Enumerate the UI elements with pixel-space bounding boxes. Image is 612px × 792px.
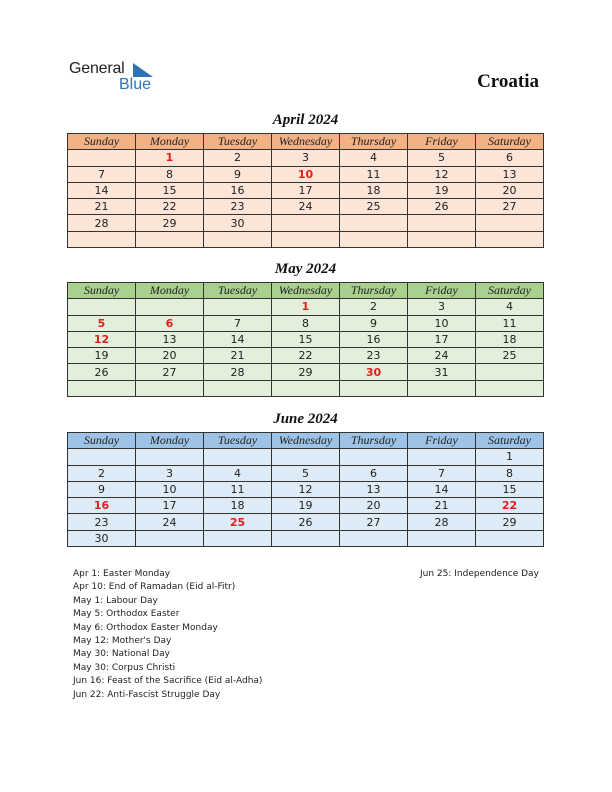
day-cell: 7 [204,315,272,331]
day-cell: 26 [272,514,340,530]
weekday-header: Tuesday [204,134,272,150]
logo-word-blue: Blue [119,76,152,93]
day-cell: 1 [272,299,340,315]
day-cell: 5 [272,465,340,481]
empty-day-cell [340,380,408,396]
empty-day-cell [68,299,136,315]
weekday-header: Thursday [340,433,408,449]
day-cell: 12 [408,166,476,182]
day-cell: 3 [272,150,340,166]
empty-day-cell [136,449,204,465]
weekday-header: Friday [408,134,476,150]
holiday-note: May 30: Corpus Christi [73,662,176,673]
empty-day-cell [408,231,476,247]
day-cell: 16 [68,498,136,514]
empty-day-cell [476,215,544,231]
weekday-header: Tuesday [204,283,272,299]
empty-day-cell [340,231,408,247]
weekday-header: Monday [136,134,204,150]
day-cell: 30 [340,364,408,380]
day-cell: 12 [68,331,136,347]
empty-day-cell [476,530,544,546]
calendar-april [67,133,544,248]
day-cell: 15 [136,182,204,198]
holiday-note: May 12: Mother's Day [73,636,172,647]
empty-day-cell [340,530,408,546]
week-row [68,498,544,514]
day-cell: 3 [136,465,204,481]
day-cell: 28 [204,364,272,380]
day-cell: 28 [68,215,136,231]
day-cell: 23 [68,514,136,530]
weekday-header: Wednesday [272,134,340,150]
day-cell: 25 [340,199,408,215]
day-cell: 2 [340,299,408,315]
empty-day-cell [136,380,204,396]
day-cell: 2 [204,150,272,166]
empty-day-cell [68,150,136,166]
day-cell: 28 [408,514,476,530]
holiday-note: May 5: Orthodox Easter [73,609,180,620]
week-row [68,380,544,396]
empty-day-cell [204,449,272,465]
empty-day-cell [272,215,340,231]
day-cell: 14 [68,182,136,198]
day-cell: 18 [476,331,544,347]
day-cell: 27 [136,364,204,380]
empty-day-cell [340,215,408,231]
holiday-note: Apr 10: End of Ramadan (Eid al-Fitr) [73,582,236,593]
day-cell: 10 [136,481,204,497]
weekday-header: Monday [136,283,204,299]
day-cell: 14 [204,331,272,347]
day-cell: 13 [136,331,204,347]
week-row [68,199,544,215]
week-row [68,348,544,364]
day-cell: 7 [408,465,476,481]
empty-day-cell [204,231,272,247]
holiday-notes-right [420,568,539,581]
month-title-april: April 2024 [272,112,339,128]
empty-day-cell [204,530,272,546]
weekday-header: Wednesday [272,283,340,299]
country-title: Croatia [477,71,539,92]
day-cell: 4 [476,299,544,315]
weekday-header: Saturday [476,134,544,150]
empty-day-cell [476,380,544,396]
week-row [68,215,544,231]
empty-day-cell [476,231,544,247]
day-cell: 11 [340,166,408,182]
logo-word-general: General [69,60,125,77]
day-cell: 6 [340,465,408,481]
day-cell: 7 [68,166,136,182]
empty-day-cell [68,231,136,247]
weekday-header: Saturday [476,283,544,299]
day-cell: 29 [136,215,204,231]
day-cell: 13 [476,166,544,182]
weekday-header: Monday [136,433,204,449]
empty-day-cell [204,380,272,396]
day-cell: 8 [272,315,340,331]
day-cell: 9 [68,481,136,497]
day-cell: 19 [408,182,476,198]
day-cell: 29 [476,514,544,530]
holiday-note: May 30: National Day [73,649,170,660]
day-cell: 10 [408,315,476,331]
weekday-header: Thursday [340,134,408,150]
empty-day-cell [272,231,340,247]
empty-day-cell [408,215,476,231]
day-cell: 24 [136,514,204,530]
week-row [68,364,544,380]
day-cell: 21 [204,348,272,364]
week-row [68,331,544,347]
empty-day-cell [340,449,408,465]
day-cell: 23 [204,199,272,215]
day-cell: 16 [340,331,408,347]
empty-day-cell [408,530,476,546]
calendar-june [67,432,544,547]
empty-day-cell [136,231,204,247]
day-cell: 2 [68,465,136,481]
day-cell: 26 [68,364,136,380]
day-cell: 20 [136,348,204,364]
day-cell: 30 [68,530,136,546]
week-row [68,530,544,546]
day-cell: 21 [68,199,136,215]
empty-day-cell [272,530,340,546]
weekday-header: Sunday [68,433,136,449]
day-cell: 29 [272,364,340,380]
empty-day-cell [408,380,476,396]
weekday-header-row [68,283,544,299]
day-cell: 20 [340,498,408,514]
day-cell: 12 [272,481,340,497]
holiday-notes-left [73,568,262,702]
day-cell: 8 [136,166,204,182]
logo-flag-icon [133,63,153,77]
month-title-may: May 2024 [274,261,337,277]
day-cell: 22 [272,348,340,364]
week-row [68,514,544,530]
day-cell: 8 [476,465,544,481]
day-cell: 4 [340,150,408,166]
holiday-note: Apr 1: Easter Monday [73,569,171,579]
day-cell: 22 [136,199,204,215]
week-row [68,150,544,166]
empty-day-cell [68,449,136,465]
day-cell: 9 [340,315,408,331]
holiday-note: Jun 25: Independence Day [420,569,539,579]
weekday-header: Sunday [68,134,136,150]
calendar-may [67,282,544,397]
empty-day-cell [476,364,544,380]
empty-day-cell [136,299,204,315]
logo [69,60,169,96]
day-cell: 6 [476,150,544,166]
day-cell: 10 [272,166,340,182]
week-row [68,465,544,481]
weekday-header: Friday [408,433,476,449]
weekday-header-row [68,134,544,150]
day-cell: 17 [408,331,476,347]
day-cell: 20 [476,182,544,198]
day-cell: 5 [408,150,476,166]
day-cell: 14 [408,481,476,497]
weekday-header: Saturday [476,433,544,449]
day-cell: 18 [340,182,408,198]
day-cell: 17 [136,498,204,514]
day-cell: 4 [204,465,272,481]
week-row [68,481,544,497]
empty-day-cell [204,299,272,315]
day-cell: 24 [272,199,340,215]
week-row [68,231,544,247]
day-cell: 3 [408,299,476,315]
day-cell: 26 [408,199,476,215]
day-cell: 9 [204,166,272,182]
holiday-note: Jun 16: Feast of the Sacrifice (Eid al-Adha) [73,676,263,687]
empty-day-cell [272,380,340,396]
day-cell: 19 [68,348,136,364]
day-cell: 6 [136,315,204,331]
weekday-header: Wednesday [272,433,340,449]
day-cell: 24 [408,348,476,364]
week-row [68,299,544,315]
day-cell: 31 [408,364,476,380]
week-row [68,166,544,182]
week-row [68,449,544,465]
empty-day-cell [272,449,340,465]
weekday-header: Friday [408,283,476,299]
month-title-june: June 2024 [273,411,338,427]
day-cell: 1 [136,150,204,166]
day-cell: 11 [476,315,544,331]
holiday-note: May 6: Orthodox Easter Monday [73,622,218,633]
day-cell: 13 [340,481,408,497]
holiday-note: May 1: Labour Day [73,595,158,606]
day-cell: 16 [204,182,272,198]
day-cell: 23 [340,348,408,364]
empty-day-cell [408,449,476,465]
empty-day-cell [68,380,136,396]
day-cell: 27 [476,199,544,215]
day-cell: 22 [476,498,544,514]
day-cell: 15 [476,481,544,497]
day-cell: 25 [204,514,272,530]
weekday-header-row [68,433,544,449]
day-cell: 27 [340,514,408,530]
weekday-header: Sunday [68,283,136,299]
empty-day-cell [136,530,204,546]
day-cell: 18 [204,498,272,514]
week-row [68,182,544,198]
day-cell: 19 [272,498,340,514]
day-cell: 30 [204,215,272,231]
day-cell: 11 [204,481,272,497]
holiday-note: Jun 22: Anti-Fascist Struggle Day [73,689,221,700]
day-cell: 17 [272,182,340,198]
weekday-header: Tuesday [204,433,272,449]
day-cell: 5 [68,315,136,331]
day-cell: 15 [272,331,340,347]
week-row [68,315,544,331]
weekday-header: Thursday [340,283,408,299]
day-cell: 1 [476,449,544,465]
day-cell: 25 [476,348,544,364]
day-cell: 21 [408,498,476,514]
